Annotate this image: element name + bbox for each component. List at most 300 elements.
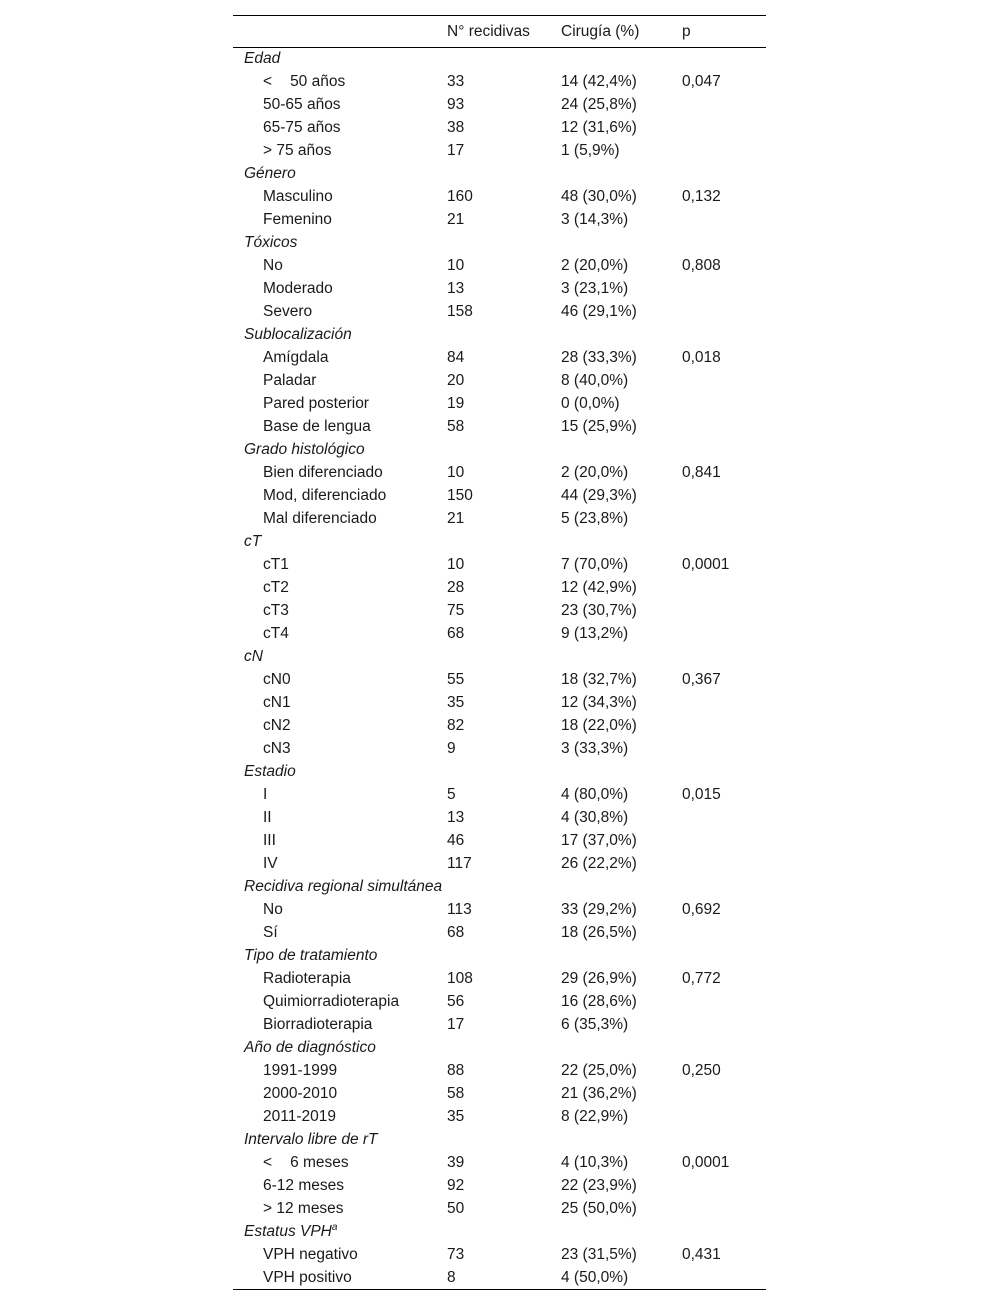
table-row <box>233 669 766 692</box>
empty-cell <box>447 324 561 347</box>
category-row <box>233 531 766 554</box>
surgery-cell: 23 (31,5%) <box>561 1246 637 1263</box>
table-row <box>233 1244 766 1267</box>
category-text: Sublocalización <box>244 326 352 343</box>
p-value-cell: 0,367 <box>682 671 721 688</box>
row-label-text: Amígdala <box>263 349 329 366</box>
row-label <box>233 784 447 807</box>
recurrences-cell: 35 <box>447 1108 465 1125</box>
empty-cell <box>682 945 766 968</box>
empty-cell <box>682 1221 766 1244</box>
table-row <box>233 1106 766 1129</box>
empty-cell <box>561 48 682 71</box>
category-label <box>233 1221 447 1244</box>
table-row <box>233 1083 766 1106</box>
row-label-text: Moderado <box>263 280 333 297</box>
row-label-text: No <box>263 257 283 274</box>
surgery-cell: 7 (70,0%) <box>561 556 629 573</box>
surgery-cell: 24 (25,8%) <box>561 96 637 113</box>
row-label <box>233 1198 447 1221</box>
p-value-cell <box>682 508 766 531</box>
category-text: Estadio <box>244 763 296 780</box>
row-label <box>233 738 447 761</box>
category-row <box>233 945 766 968</box>
surgery-cell: 46 (29,1%) <box>561 303 637 320</box>
surgery-cell: 8 (22,9%) <box>561 1108 629 1125</box>
row-label <box>233 922 447 945</box>
category-row <box>233 1221 766 1244</box>
surgery-cell: 15 (25,9%) <box>561 418 637 435</box>
table-row <box>233 968 766 991</box>
table-row <box>233 393 766 416</box>
category-row <box>233 761 766 784</box>
empty-cell <box>447 761 561 784</box>
category-label <box>233 163 447 186</box>
row-label-text: > 75 años <box>263 142 332 159</box>
p-value-cell: 0,047 <box>682 73 721 90</box>
surgery-cell: 44 (29,3%) <box>561 487 637 504</box>
category-row <box>233 876 766 899</box>
empty-cell <box>561 876 682 899</box>
surgery-cell: 1 (5,9%) <box>561 142 620 159</box>
p-value-cell <box>682 1198 766 1221</box>
recurrences-cell: 9 <box>447 740 456 757</box>
row-label-text: Paladar <box>263 372 317 389</box>
empty-cell <box>682 324 766 347</box>
surgery-cell: 25 (50,0%) <box>561 1200 637 1217</box>
empty-cell <box>447 1037 561 1060</box>
table-row <box>233 623 766 646</box>
row-label-text: 2011-2019 <box>263 1108 336 1125</box>
row-label-text: < <box>263 73 273 90</box>
footnote-marker: a <box>331 1221 338 1233</box>
empty-cell <box>561 945 682 968</box>
row-label-text: Sí <box>263 924 278 941</box>
row-label-text: No <box>263 901 283 918</box>
row-label-text: 6-12 meses <box>263 1177 344 1194</box>
row-label-text: Mal diferenciado <box>263 510 377 527</box>
p-value-cell <box>682 692 766 715</box>
row-label <box>233 485 447 508</box>
surgery-cell: 8 (40,0%) <box>561 372 629 389</box>
p-value-cell <box>682 623 766 646</box>
row-label-text: cN3 <box>263 740 291 757</box>
p-value-cell <box>682 1175 766 1198</box>
header-recurrences: N° recidivas <box>447 16 561 48</box>
empty-cell <box>682 646 766 669</box>
surgery-cell: 12 (31,6%) <box>561 119 637 136</box>
recurrences-cell: 84 <box>447 349 465 366</box>
recurrences-cell: 93 <box>447 96 465 113</box>
recurrences-cell: 17 <box>447 142 465 159</box>
row-label-text: cN2 <box>263 717 291 734</box>
surgery-cell: 3 (14,3%) <box>561 211 629 228</box>
empty-cell <box>561 1129 682 1152</box>
p-value-cell <box>682 577 766 600</box>
row-label-text: Quimiorradioterapia <box>263 993 400 1010</box>
surgery-cell: 22 (25,0%) <box>561 1062 637 1079</box>
table-row <box>233 416 766 439</box>
category-row <box>233 1129 766 1152</box>
table-row <box>233 577 766 600</box>
table-row <box>233 370 766 393</box>
empty-cell <box>561 1221 682 1244</box>
p-value-cell <box>682 807 766 830</box>
row-label <box>233 1060 447 1083</box>
row-label-text: 50-65 años <box>263 96 341 113</box>
table-row <box>233 1060 766 1083</box>
table-row <box>233 991 766 1014</box>
recurrences-cell: 13 <box>447 809 465 826</box>
p-value-cell: 0,772 <box>682 970 721 987</box>
table-row <box>233 807 766 830</box>
table-row <box>233 462 766 485</box>
row-label-text: cT4 <box>263 625 289 642</box>
category-text: Intervalo libre de rT <box>244 1131 378 1148</box>
recurrences-cell: 28 <box>447 579 465 596</box>
category-text: Recidiva regional simultánea <box>244 878 443 895</box>
p-value-cell <box>682 94 766 117</box>
recurrence-surgery-table-container <box>233 15 766 1290</box>
table-row <box>233 508 766 531</box>
surgery-cell: 14 (42,4%) <box>561 73 637 90</box>
surgery-cell: 29 (26,9%) <box>561 970 637 987</box>
empty-cell <box>561 439 682 462</box>
p-value-cell: 0,692 <box>682 901 721 918</box>
p-value-cell: 0,808 <box>682 257 721 274</box>
recurrence-surgery-table <box>233 15 766 1290</box>
category-text: Estatus VPH <box>244 1223 332 1240</box>
row-label <box>233 853 447 876</box>
surgery-cell: 4 (80,0%) <box>561 786 629 803</box>
recurrences-cell: 35 <box>447 694 465 711</box>
recurrences-cell: 10 <box>447 257 465 274</box>
surgery-cell: 33 (29,2%) <box>561 901 637 918</box>
row-label <box>233 94 447 117</box>
header-surgery: Cirugía (%) <box>561 16 682 48</box>
table-row <box>233 1267 766 1290</box>
empty-cell <box>682 48 766 71</box>
row-label <box>233 991 447 1014</box>
surgery-cell: 21 (36,2%) <box>561 1085 637 1102</box>
row-label <box>233 1244 447 1267</box>
row-label <box>233 1083 447 1106</box>
category-row <box>233 324 766 347</box>
empty-cell <box>447 945 561 968</box>
category-label <box>233 324 447 347</box>
empty-cell <box>561 646 682 669</box>
recurrences-cell: 117 <box>447 855 472 872</box>
recurrences-cell: 21 <box>447 211 465 228</box>
table-row <box>233 94 766 117</box>
row-label-text: IV <box>263 855 278 872</box>
row-label <box>233 255 447 278</box>
p-value-cell <box>682 278 766 301</box>
recurrences-cell: 20 <box>447 372 465 389</box>
row-label <box>233 1152 447 1175</box>
table-row <box>233 255 766 278</box>
recurrences-cell: 92 <box>447 1177 465 1194</box>
p-value-cell <box>682 715 766 738</box>
header-variable <box>233 16 447 48</box>
p-value-cell: 0,841 <box>682 464 721 481</box>
row-label <box>233 370 447 393</box>
p-value-cell: 0,0001 <box>682 1154 730 1171</box>
row-label-text: Masculino <box>263 188 333 205</box>
empty-cell <box>682 761 766 784</box>
surgery-cell: 3 (33,3%) <box>561 740 629 757</box>
recurrences-cell: 160 <box>447 188 473 205</box>
empty-cell <box>682 163 766 186</box>
row-label-text: > 12 meses <box>263 1200 344 1217</box>
row-label <box>233 623 447 646</box>
empty-cell <box>447 439 561 462</box>
empty-cell <box>447 163 561 186</box>
row-label-text: cT2 <box>263 579 289 596</box>
table-row <box>233 301 766 324</box>
p-value-cell: 0,018 <box>682 349 721 366</box>
surgery-cell: 2 (20,0%) <box>561 464 629 481</box>
recurrences-cell: 38 <box>447 119 465 136</box>
surgery-cell: 17 (37,0%) <box>561 832 637 849</box>
empty-cell <box>561 232 682 255</box>
row-label-text: Femenino <box>263 211 332 228</box>
row-label-text: II <box>263 809 272 826</box>
empty-cell <box>561 531 682 554</box>
p-value-cell <box>682 738 766 761</box>
row-label <box>233 416 447 439</box>
recurrences-cell: 50 <box>447 1200 465 1217</box>
surgery-cell: 12 (42,9%) <box>561 579 637 596</box>
recurrences-cell: 150 <box>447 487 473 504</box>
row-label-text: VPH positivo <box>263 1268 352 1286</box>
row-label-text: 1991-1999 <box>263 1062 338 1079</box>
recurrences-cell: 33 <box>447 73 465 90</box>
row-label <box>233 899 447 922</box>
row-label-text: 2000-2010 <box>263 1085 338 1102</box>
category-text: Tipo de tratamiento <box>244 947 378 964</box>
recurrences-cell: 8 <box>447 1267 561 1290</box>
row-label <box>233 462 447 485</box>
p-value-cell <box>682 393 766 416</box>
category-text: Año de diagnóstico <box>244 1039 376 1056</box>
category-label <box>233 945 447 968</box>
recurrences-cell: 17 <box>447 1016 465 1033</box>
row-label <box>233 347 447 370</box>
recurrences-cell: 73 <box>447 1246 465 1263</box>
category-label <box>233 1037 447 1060</box>
category-row <box>233 439 766 462</box>
p-value-cell <box>682 140 766 163</box>
p-value-cell <box>682 209 766 232</box>
row-label <box>233 1106 447 1129</box>
recurrences-cell: 39 <box>447 1154 465 1171</box>
table-row <box>233 715 766 738</box>
table-row <box>233 485 766 508</box>
category-text: Edad <box>244 50 281 68</box>
surgery-cell: 5 (23,8%) <box>561 510 629 527</box>
p-value-cell: 0,250 <box>682 1062 721 1079</box>
p-value-cell <box>682 485 766 508</box>
recurrences-cell: 56 <box>447 993 465 1010</box>
header-row <box>233 16 766 48</box>
recurrences-cell: 58 <box>447 418 465 435</box>
row-label-text: I <box>263 786 268 803</box>
row-label <box>233 209 447 232</box>
table-row <box>233 347 766 370</box>
empty-cell <box>682 1037 766 1060</box>
row-label <box>233 393 447 416</box>
category-text: Tóxicos <box>244 234 298 251</box>
row-label <box>233 600 447 623</box>
category-label <box>233 232 447 255</box>
row-label-text: Pared posterior <box>263 395 369 412</box>
surgery-cell: 18 (32,7%) <box>561 671 637 688</box>
p-value-cell <box>682 600 766 623</box>
category-label <box>233 761 447 784</box>
recurrences-cell: 58 <box>447 1085 465 1102</box>
category-row <box>233 48 766 71</box>
row-label-text: Radioterapia <box>263 970 351 987</box>
recurrences-cell: 113 <box>447 901 472 918</box>
category-label <box>233 646 447 669</box>
recurrences-cell: 46 <box>447 832 465 849</box>
category-row <box>233 1037 766 1060</box>
table-row <box>233 186 766 209</box>
category-label <box>233 48 447 71</box>
table-row <box>233 117 766 140</box>
row-label <box>233 577 447 600</box>
row-label-text: III <box>263 832 276 849</box>
surgery-cell: 28 (33,3%) <box>561 349 637 366</box>
surgery-cell: 6 (35,3%) <box>561 1016 629 1033</box>
row-label-text: cT1 <box>263 556 289 573</box>
p-value-cell <box>682 830 766 853</box>
p-value-cell <box>682 1106 766 1129</box>
recurrences-cell: 82 <box>447 717 465 734</box>
surgery-cell: 23 (30,7%) <box>561 602 637 619</box>
category-label <box>233 531 447 554</box>
p-value-cell: 0,431 <box>682 1246 721 1263</box>
table-row <box>233 899 766 922</box>
surgery-cell: 4 (30,8%) <box>561 809 629 826</box>
table-row <box>233 209 766 232</box>
surgery-cell: 18 (22,0%) <box>561 717 637 734</box>
row-label <box>233 301 447 324</box>
empty-cell <box>447 531 561 554</box>
recurrences-cell: 68 <box>447 924 465 941</box>
category-label <box>233 439 447 462</box>
row-label <box>233 278 447 301</box>
table-row <box>233 738 766 761</box>
empty-cell <box>682 531 766 554</box>
recurrences-cell: 19 <box>447 395 465 412</box>
recurrences-cell: 68 <box>447 625 465 642</box>
p-value-cell <box>682 301 766 324</box>
empty-cell <box>447 1129 561 1152</box>
p-value-cell <box>682 991 766 1014</box>
table-row <box>233 1175 766 1198</box>
p-value-cell <box>682 416 766 439</box>
recurrences-cell: 13 <box>447 280 465 297</box>
empty-cell <box>682 1129 766 1152</box>
row-label <box>233 1014 447 1037</box>
surgery-cell: 3 (23,1%) <box>561 280 629 297</box>
recurrences-cell: 21 <box>447 510 465 527</box>
row-label-text: VPH negativo <box>263 1246 358 1263</box>
recurrences-cell: 10 <box>447 464 465 481</box>
row-label <box>233 71 447 94</box>
table-row <box>233 692 766 715</box>
surgery-cell: 4 (10,3%) <box>561 1154 629 1171</box>
row-label <box>233 692 447 715</box>
row-label <box>233 140 447 163</box>
row-label-suffix: 50 años <box>290 73 346 90</box>
row-label-text: Severo <box>263 303 313 320</box>
category-text: Género <box>244 165 296 182</box>
row-label-text: cT3 <box>263 602 289 619</box>
empty-cell <box>447 876 561 899</box>
table-row <box>233 922 766 945</box>
empty-cell <box>447 1221 561 1244</box>
row-label-text: Biorradioterapia <box>263 1016 373 1033</box>
p-value-cell <box>682 117 766 140</box>
row-label <box>233 830 447 853</box>
row-label-text: < <box>263 1154 273 1171</box>
row-label-text: cN1 <box>263 694 291 711</box>
header-p-value: p <box>682 16 766 48</box>
table-row <box>233 1152 766 1175</box>
row-label <box>233 1267 447 1290</box>
p-value-cell <box>682 370 766 393</box>
table-row <box>233 1014 766 1037</box>
row-label <box>233 669 447 692</box>
empty-cell <box>561 324 682 347</box>
table-row <box>233 140 766 163</box>
surgery-cell: 9 (13,2%) <box>561 625 629 642</box>
surgery-cell: 22 (23,9%) <box>561 1177 637 1194</box>
p-value-cell <box>682 1267 766 1290</box>
category-row <box>233 163 766 186</box>
empty-cell <box>561 761 682 784</box>
row-label <box>233 1175 447 1198</box>
surgery-cell: 0 (0,0%) <box>561 395 620 412</box>
category-label <box>233 1129 447 1152</box>
table-row <box>233 554 766 577</box>
p-value-cell <box>682 853 766 876</box>
table-row <box>233 853 766 876</box>
row-label <box>233 186 447 209</box>
empty-cell <box>682 439 766 462</box>
empty-cell <box>682 876 766 899</box>
category-row <box>233 232 766 255</box>
p-value-cell: 0,015 <box>682 786 721 803</box>
empty-cell <box>447 646 561 669</box>
empty-cell <box>447 48 561 71</box>
surgery-cell: 18 (26,5%) <box>561 924 637 941</box>
table-row <box>233 830 766 853</box>
recurrences-cell: 55 <box>447 671 465 688</box>
category-text: cT <box>244 533 262 550</box>
surgery-cell: 48 (30,0%) <box>561 188 637 205</box>
table-body <box>233 48 766 1290</box>
category-row <box>233 646 766 669</box>
empty-cell <box>447 232 561 255</box>
recurrences-cell: 10 <box>447 556 465 573</box>
row-label <box>233 715 447 738</box>
p-value-cell <box>682 1014 766 1037</box>
category-label <box>233 876 447 899</box>
